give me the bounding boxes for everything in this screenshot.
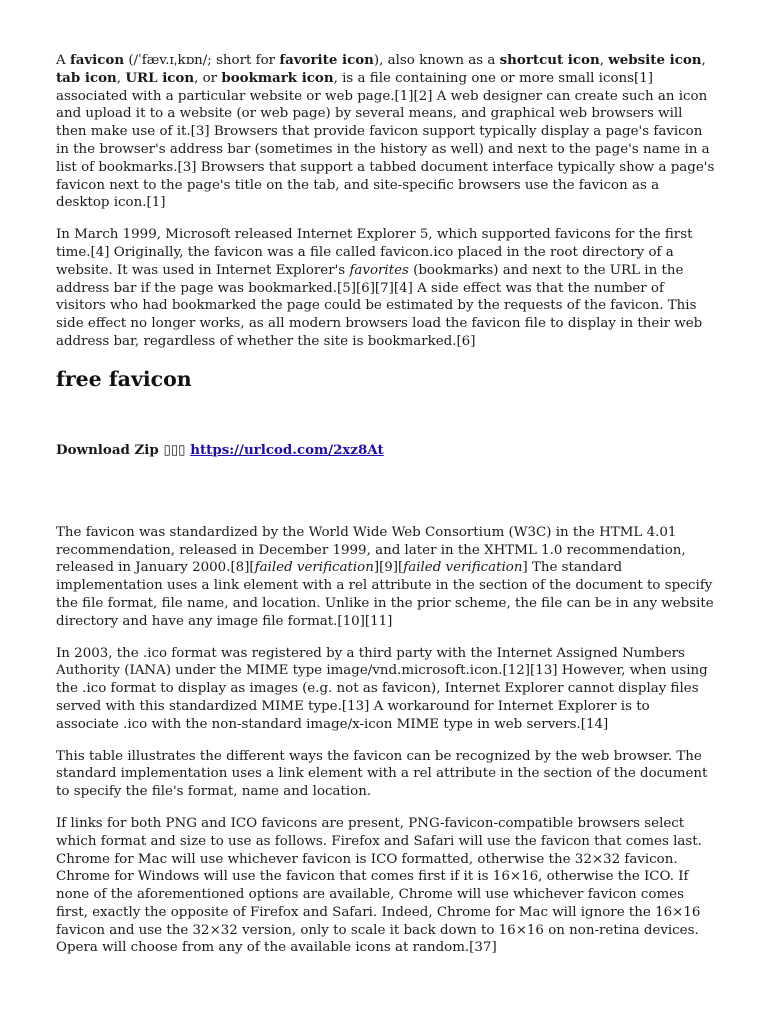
spacer [56, 460, 716, 524]
iana-paragraph: In 2003, the .ico format was registered by a third party with the Internet Assigned Numbers Authority (IANA) under the MIME type image/vnd.microsoft.icon.[12][13] However, when using the .ico format to display as images (e.g. not as favicon), Internet Explorer cannot display files served with this standardized MIME type.[13] A workaround for Internet Explorer is to associate .ico with the non-standard image/x-icon MIME type in web servers.[14] [56, 645, 708, 732]
text: In March 1999, Microsoft released Internet Explorer 5, which supported favicons for the first time.[4] Originally, the favicon was a file called favicon.ico placed in the root directory of a website. It was used in Internet Explorer's [56, 227, 693, 278]
standard-paragraph [56, 524, 716, 631]
text: (/ˈfæv.ɪˌkɒn/; short for [124, 53, 280, 68]
section-heading: free favicon [56, 366, 192, 391]
term-favorite-icon: favorite icon [279, 52, 374, 68]
italic-favorites: favorites [349, 262, 409, 278]
intro-paragraph [56, 52, 716, 212]
text: (bookmarks) and next to the URL in the address bar if the page was bookmarked.[5][6][7][4] A side effect was that the number of visitors who had bookmarked the page could be estimated by the requests of the favicon. This side effect no longer works, as all modern browsers load the favicon file to display in their web address bar, regardless of whether the site is bookmarked.[6] [56, 262, 703, 349]
text: , [701, 53, 706, 68]
term-url-icon: URL icon [125, 69, 195, 86]
text: ] The standard implementation uses a link element with a rel attribute in the section of the document to specify the file format, file name, and location. Unlike in the prior scheme, the file can be in any website directory and have any image file format.[10][11] [56, 560, 714, 629]
text: , [116, 70, 126, 86]
placeholder-glyphs: ▯▯▯ [163, 442, 186, 458]
text: , or [194, 70, 222, 86]
text: ), also known as a [373, 53, 500, 68]
selection-paragraph: If links for both PNG and ICO favicons are present, PNG-favicon-compatible browsers select which format and size to use as follows. Firefox and Safari will use the favicon that comes last. Chrome for Mac will use whichever favicon is ICO formatted, otherwise the 32×32 favicon. Chrome for Windows will use the favicon that comes first if it is 16×16, otherwise the ICO. If none of the aforementioned options are available, Chrome will use whichever favicon comes first, exactly the opposite of Firefox and Safari. Indeed, Chrome for Mac will ignore the 16×16 favicon and use the 32×32 version, only to scale it back down to 16×16 on non-retina devices. Opera will choose from any of the available icons at random.[37] [56, 815, 702, 956]
term-tab-icon: tab icon [56, 69, 117, 86]
download-row [56, 441, 716, 460]
italic-failed-verification: failed verification [254, 560, 374, 576]
text: ][9][ [373, 560, 404, 576]
history-paragraph [56, 226, 716, 351]
term-shortcut-icon: shortcut icon [499, 52, 600, 68]
text: , is a file containing one or more small icons[1] associated with a particular website or web page.[1][2] A web designer can create such an icon and upload it to a website (or web page) by several means, and graphical web browsers will then make use of it.[3] Browsers that provide favicon support typically display a page's favicon in the browser's address bar (sometimes in the history as well) and next to the page's name in a list of bookmarks.[3] Browsers that support a tabbed document interface typically show a page's favicon next to the page's title on the tab, and site-specific browsers use the favicon as a desktop icon.[1] [56, 70, 715, 211]
download-link[interactable]: https://urlcod.com/2xz8At [190, 441, 384, 458]
term-bookmark-icon: bookmark icon [221, 69, 334, 86]
text: A [56, 53, 70, 68]
term-website-icon: website icon [608, 52, 702, 68]
article-body [56, 52, 716, 971]
text: , [599, 53, 609, 68]
download-label: Download Zip [56, 441, 159, 458]
italic-failed-verification: failed verification [403, 560, 523, 576]
text: The favicon was standardized by the World Wide Web Consortium (W3C) in the HTML 4.01 recommendation, released in December 1999, and later in the XHTML 1.0 recommendation, released in January 2000.[8][ [56, 524, 686, 576]
term-favicon: favicon [69, 52, 125, 68]
table-intro-paragraph: This table illustrates the different ways the favicon can be recognized by the web browser. The standard implementation uses a link element with a rel attribute in the section of the document to specify the file's format, name and location. [56, 748, 708, 800]
